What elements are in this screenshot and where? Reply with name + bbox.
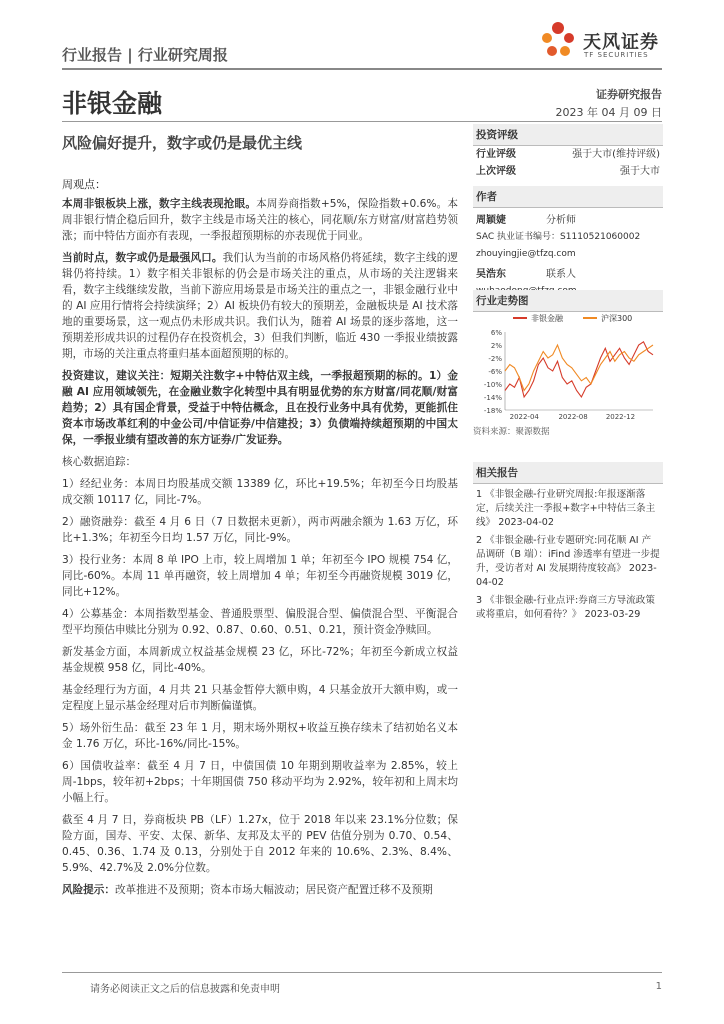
legend-label: 非银金融 [531, 314, 563, 323]
y-tick-label: -2% [488, 355, 502, 363]
logo-petal-left [542, 33, 552, 43]
author-2-title: 联系人 [546, 269, 576, 280]
y-tick-label: -18% [483, 407, 502, 415]
rating-key: 上次评级 [476, 166, 516, 177]
title-divider [62, 121, 662, 122]
x-tick-label: 2022-08 [558, 413, 588, 421]
logo-text: 天风证券 [583, 32, 659, 53]
footer-divider [62, 972, 662, 973]
logo-en-text: TF SECURITIES [584, 51, 649, 59]
author-1-email[interactable]: zhouyingjie@tfzq.com [476, 249, 576, 259]
y-tick-label: 2% [490, 342, 502, 350]
logo-petal-bl [547, 46, 557, 56]
chart-source: 资料来源：聚源数据 [473, 427, 550, 437]
x-tick-label: 2022-04 [509, 413, 539, 421]
data-8: 6）国债收益率：截至 4 月 7 日，中债国债 10 年期到期收益率为 2.85%，较上周-1bps，较年初+2bps；十年期国债 750 移动平均为 2.92%，较年初和上周末均小幅上行。 [62, 760, 458, 804]
data-2: 2）融资融券：截至 4 月 6 日（7 日数据未更新），两市两融余额为 1.63 万亿，环比+1.3%；年初至今日均 1.57 万亿，同比-9%。 [62, 516, 458, 544]
main-body [62, 196, 458, 904]
trend-panel [473, 290, 663, 312]
page-number: 1 [655, 981, 662, 992]
p1-bold: 本周非银板块上涨，数字主线表现抢眼。 [62, 198, 257, 210]
sector-title: 非银金融 [62, 89, 163, 118]
series-line-nonbank [505, 342, 653, 397]
author-panel [473, 186, 663, 300]
rating-key: 行业评级 [476, 149, 516, 160]
data-5: 新发基金方面，本周新成立权益基金规模 23 亿，环比-72%；年初至今新成立权益基金规模 958 亿，同比-40%。 [62, 646, 458, 674]
author-2-row [473, 266, 663, 283]
series-line-hs300 [505, 345, 653, 391]
y-tick-label: -10% [483, 381, 502, 389]
data-9: 截至 4 月 7 日，券商板块 PB（LF）1.27x，位于 2018 年以来 23.1%分位数；保险方面，国寿、平安、太保、新华、友邦及太平的 PEV 估值分别为 0.70、0.54、0.45、0.36、1.74 及 0.13，分别处于自 2012 年来的 10.6%、2.3%、8.4%、5.9%、42.7%及 2.0%分位数。 [62, 814, 458, 874]
author-2-name: 吴浩东 [476, 269, 506, 280]
logo-petal-br [560, 46, 570, 56]
author-1-title: 分析师 [546, 215, 576, 226]
author-1-row [473, 212, 663, 229]
weekly-view-label: 周观点： [62, 178, 106, 191]
risk-note [62, 882, 458, 898]
author-1-cert: SAC 执业证书编号：S1110521060002 [476, 232, 641, 242]
header-divider [62, 68, 662, 70]
rating-value: 强于大市 [620, 166, 660, 177]
data-3: 3）投行业务：本周 8 单 IPO 上市，较上周增加 1 单；年初至今 IPO 规模 754 亿，同比-60%。本周 11 单再融资，较上周增加 4 单；年初至今再融资规模 3019 亿，同比+12%。 [62, 554, 458, 598]
logo-petal-right [564, 33, 574, 43]
author-1-name: 周颖婕 [476, 215, 506, 226]
data-6: 基金经理行为方面，4 月共 21 只基金暂停大额申购，4 只基金放开大额申购，或一定程度上显示基金经理对后市判断偏谨慎。 [62, 684, 458, 712]
p1-text: 本周券商指数+5%，保险指数+0.6%。本周非银行情企稳后回升，数字主线是市场关注的核心，同花顺/东方财富/财富趋势领涨；而中特估方面亦有表现，一季报超预期标的亦表现优于同业。 [62, 198, 458, 242]
rating-row [473, 146, 663, 163]
y-tick-label: -6% [488, 368, 502, 376]
rating-value: 强于大市(维持评级) [572, 149, 660, 160]
logo-petal-top [552, 22, 564, 34]
y-tick-label: -14% [483, 394, 502, 402]
rating-panel [473, 124, 663, 180]
core-data-label: 核心数据追踪： [62, 456, 137, 468]
data-4: 4）公募基金：本周指数型基金、普通股票型、偏股混合型、偏债混合型、平衡混合型平均预估申赎比分别为 0.92、0.87、0.60、0.51、0.21，预计资金净赎回。 [62, 608, 458, 636]
related-panel [473, 462, 663, 622]
x-tick-label: 2022-12 [605, 413, 636, 421]
data-1: 1）经纪业务：本周日均股基成交额 13389 亿，环比+19.5%；年初至今日均股基成交额 10117 亿，同比-7%。 [62, 478, 458, 506]
p2-text: 我们认为当前的市场风格仍将延续，数字主线的逻辑仍将持续。1）数字相关非银标的仍会是市场关注的重点，从市场的关注逻辑来看，数字主线继续发散，当前下游应用场景是市场关注的重点之一，非银金融行业中的 AI 应用行情将会持续演绎；2）AI 板块仍有较大的预期差，金融板块是 AI 技术落地的重要场景，这一观点仍未形成共识。我们认为，随着 AI 场景的逐步落地，这一预期差形成共识的过程仍存在投资机会，3）但我们判断，临近 430 一季报业绩披露期，市场的关注重点将重归基本面超预期的标的。 [62, 252, 459, 360]
rating-head: 投资评级 [473, 124, 663, 146]
breadcrumb: 行业报告 | 行业研究周报 [62, 46, 228, 64]
disclaimer-note: 请务必阅读正文之后的信息披露和免责申明 [90, 984, 280, 995]
logo-icon [535, 18, 581, 64]
trend-head: 行业走势图 [473, 290, 663, 312]
legend-label: 沪深300 [601, 314, 633, 323]
paragraph-1 [62, 196, 458, 244]
related-report-2[interactable]: 2 《非银金融-行业专题研究:同花顺 AI 产品调研（B 端）：iFind 渗透率有望进一步提升，受访者对 AI 发展期待度较高》 2023-04-02 [476, 535, 660, 588]
report-date: 2023 年 04 月 09 日 [555, 106, 662, 119]
risk-text: 改革推进不及预期；资本市场大幅波动；居民资产配置迁移不及预期 [114, 884, 433, 896]
paragraph-2 [62, 250, 458, 362]
y-tick-label: 6% [490, 329, 502, 337]
trend-chart [473, 310, 663, 422]
headline: 风险偏好提升，数字或仍是最优主线 [62, 134, 303, 152]
data-7: 5）场外衍生品：截至 23 年 1 月，期末场外期权+收益互换存续未了结初始名义本金 1.76 万亿，环比-16%/同比-15%。 [62, 722, 458, 750]
risk-label: 风险提示： [62, 884, 115, 896]
author-head: 作者 [473, 186, 663, 208]
related-report-1[interactable]: 1 《非银金融-行业研究周报:年报逐渐落定，后续关注一季报+数字+中特估三条主线》 2023-04-02 [476, 489, 656, 528]
paragraph-3: 投资建议，建议关注：短期关注数字+中特估双主线，一季报超预期的标的。1）金融 AI 应用领域领先，在金融业数字化转型中具有明显优势的东方财富/同花顺/财富趋势；2）具有国企背景，受益于中特估概念，且在投行业务中具有优势，更能抓住资本市场改革红利的中金公司/中信证券/中信建投；3）负债端持续超预期的中国太保，一季报业绩有望改善的东方证券/广发证券。 [62, 370, 458, 446]
related-head: 相关报告 [473, 462, 663, 484]
p2-bold: 当前时点，数字或仍是最强风口。 [62, 252, 223, 264]
rating-row [473, 163, 663, 180]
related-report-3[interactable]: 3 《非银金融-行业点评:券商三方导流政策或将重启，如何看待？》 2023-03-29 [476, 595, 655, 620]
report-type: 证券研究报告 [596, 88, 662, 101]
